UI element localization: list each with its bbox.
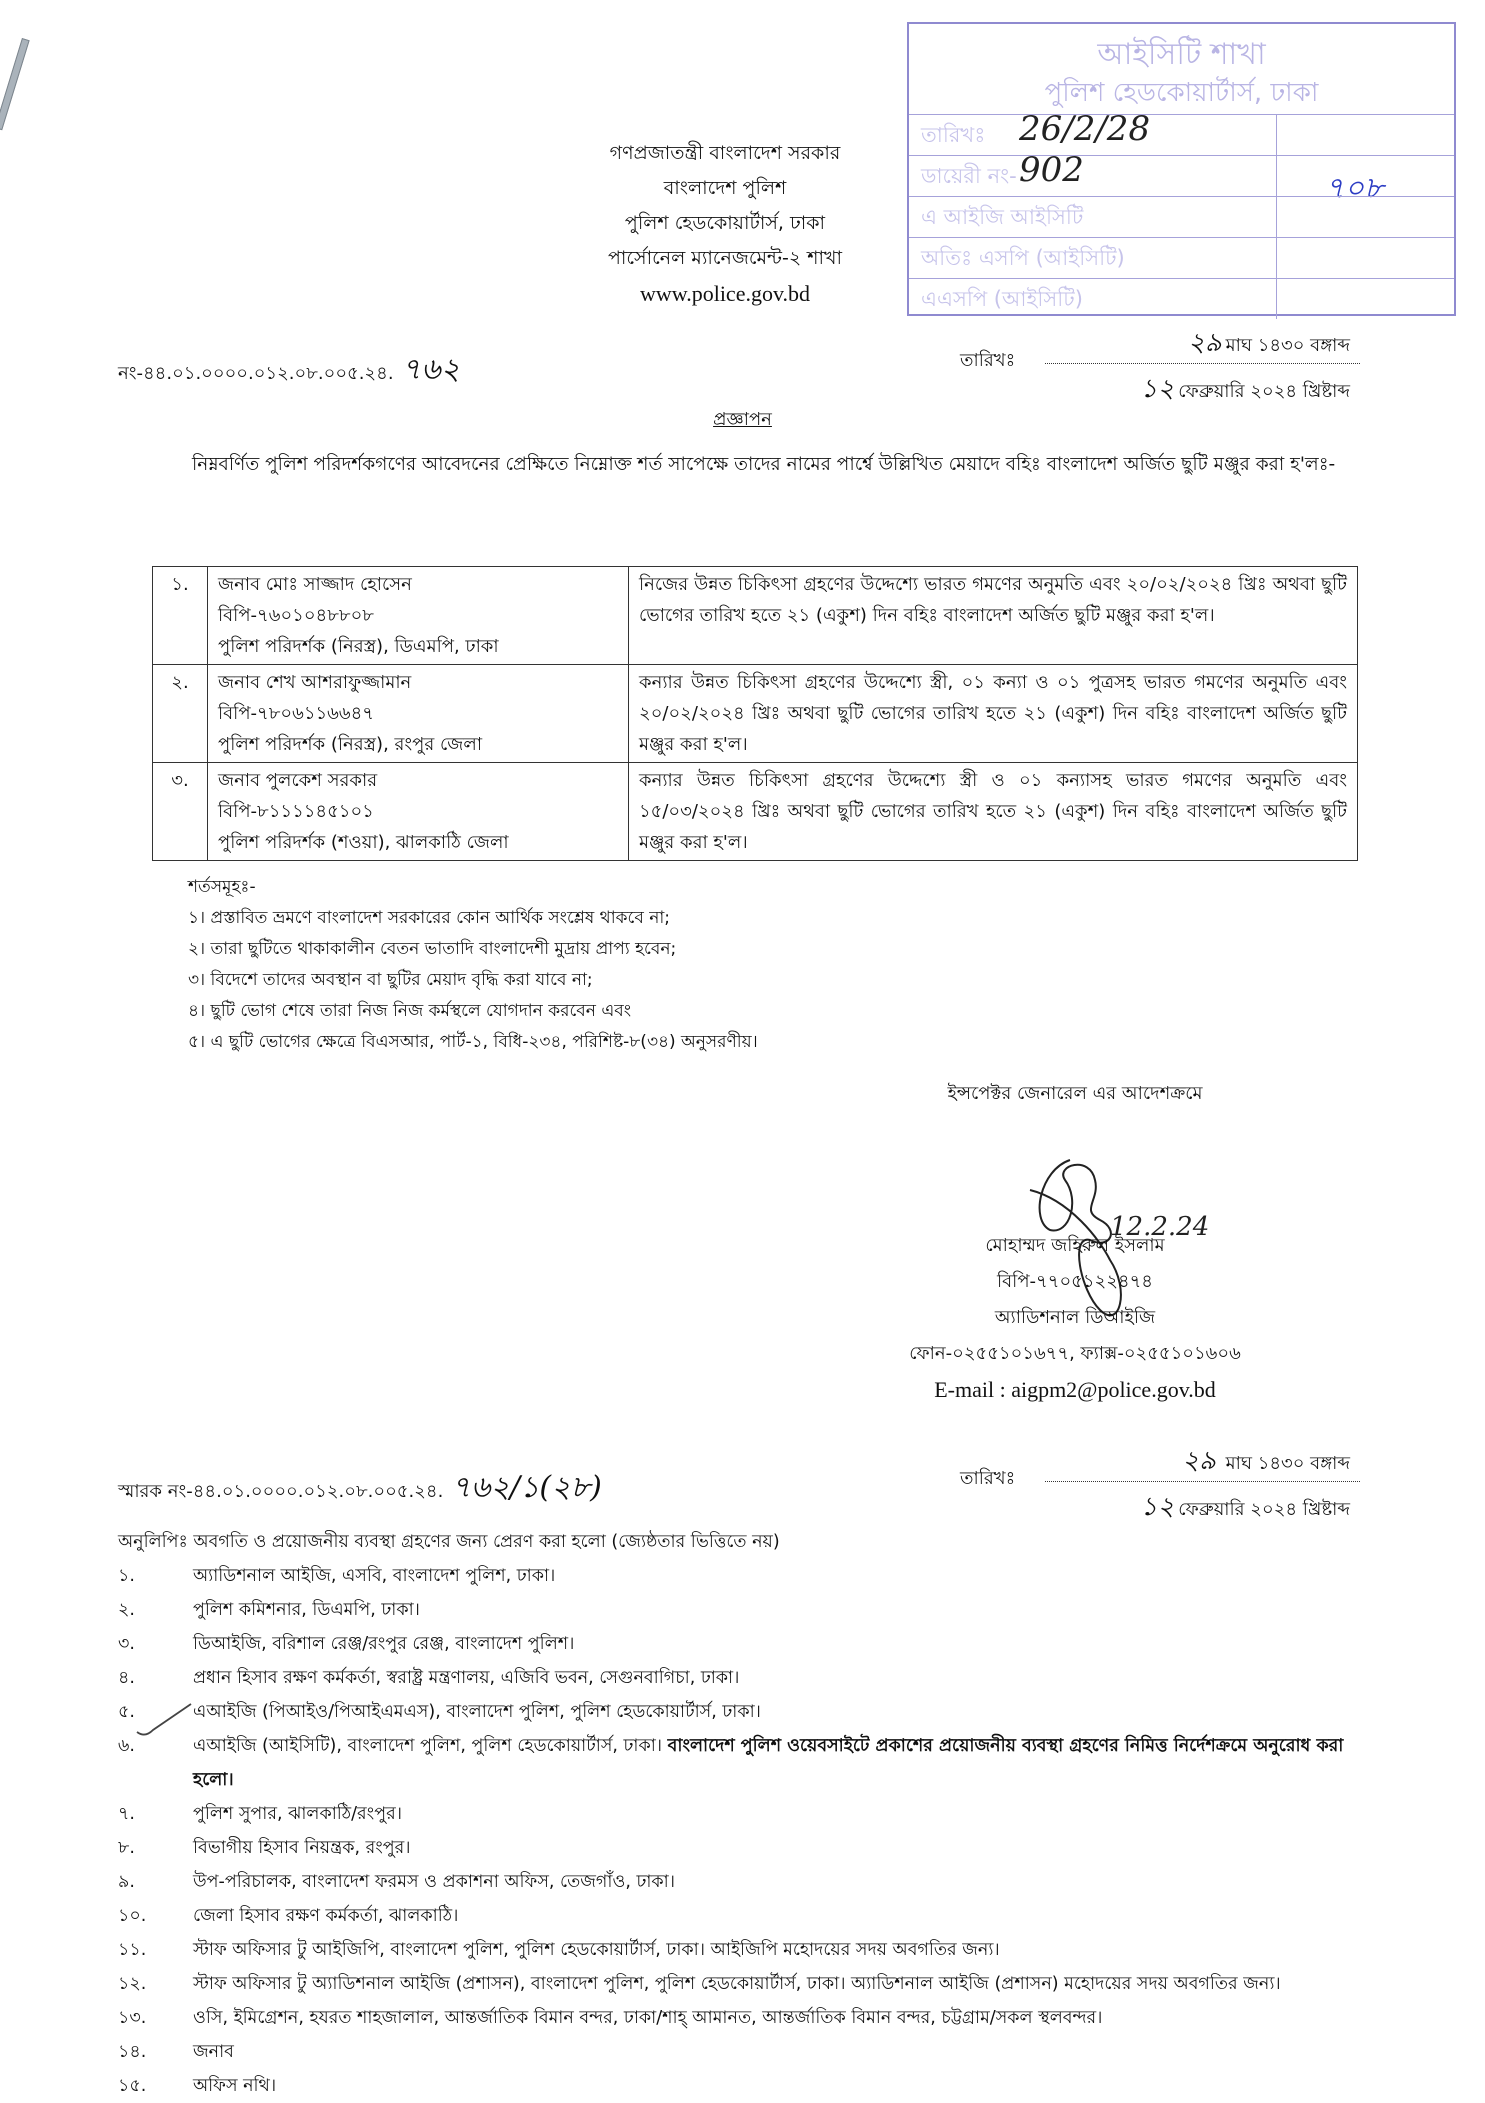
officer-name: জনাব মোঃ সাজ্জাদ হোসেন [218, 574, 412, 595]
header-government: গণপ্রজাতন্ত্রী বাংলাদেশ সরকার [609, 142, 841, 164]
copy-item [118, 1831, 1368, 1865]
officer-cell [208, 763, 629, 861]
letterhead [450, 136, 1000, 311]
condition-item: ৫। এ ছুটি ভোগের ক্ষেত্রে বিএসআর, পার্ট-১, বিধি-২৩৪, পরিশিষ্ট-৮(৩৪) অনুসরণীয়। [188, 1032, 758, 1052]
header-police: বাংলাদেশ পুলিশ [663, 177, 787, 199]
date-bangla: মাঘ ১৪৩০ বঙ্গাব্দ [1225, 335, 1350, 356]
officer-designation: পুলিশ পরিদর্শক (নিরস্ত্র), ডিএমপি, ঢাকা [218, 636, 499, 657]
copy-item-body: প্রধান হিসাব রক্ষণ কর্মকর্তা, স্বরাষ্ট্র মন্ত্রণালয়, এজিবি ভবন, সেগুনবাগিচা, ঢাকা। [193, 1668, 740, 1688]
copy-item-body: ডিআইজি, বরিশাল রেঞ্জ/রংপুর রেঞ্জ, বাংলাদেশ পুলিশ। [193, 1634, 575, 1654]
stamp-label: এএসপি (আইসিটি) [909, 279, 1277, 319]
header-branch: পার্সোনেল ম্যানেজমেন্ট-২ শাখা [608, 247, 842, 269]
copy-item [118, 1967, 1368, 2001]
condition-item: ১। প্রস্তাবিত ভ্রমণে বাংলাদেশ সরকারের কোন আর্থিক সংশ্লেষ থাকবে না; [188, 908, 671, 928]
stamp-label: এ আইজি আইসিটি [909, 197, 1277, 237]
copy-list [118, 1525, 1368, 2103]
copy-heading: অনুলিপিঃ অবগতি ও প্রয়োজনীয় ব্যবস্থা গ্রহণের জন্য প্রেরণ করা হলো (জ্যেষ্ঠতার ভিত্তিতে নয়) [118, 1532, 780, 1552]
staple-mark [0, 38, 30, 130]
stamp-title: আইসিটি শাখা [1097, 37, 1266, 72]
copy-item-body: জনাব [193, 2042, 234, 2062]
copy-item-number: ২. [118, 1600, 135, 1620]
leave-description: নিজের উন্নত চিকিৎসা গ্রহণের উদ্দেশ্যে ভারত গমণের অনুমতি এবং ২০/০২/২০২৪ খ্রিঃ অথবা ছুটি ভোগের তারিখ হতে ২১ (একুশ) দিন বহিঃ বাংলাদেশ অর্জিত ছুটি মঞ্জুর করা হ'ল। [629, 567, 1358, 665]
stamp-handwritten-diary: 902 [1019, 150, 1084, 190]
officer-cell [208, 665, 629, 763]
copy-item-number: ১১. [118, 1940, 147, 1960]
table-row [153, 665, 1358, 763]
copy-item-body: এআইজি (আইসিটি), বাংলাদেশ পুলিশ, পুলিশ হেডকোয়ার্টার্স, ঢাকা। [193, 1736, 668, 1756]
stamp-handwritten-date: 26/2/28 [1019, 109, 1151, 149]
copy-item-body: বিভাগীয় হিসাব নিয়ন্ত্রক, রংপুর। [193, 1838, 411, 1858]
intro-paragraph: নিম্নবর্ণিত পুলিশ পরিদর্শকগণের আবেদনের প্রেক্ষিতে নিম্নোক্ত শর্ত সাপেক্ষে তাদের নামের পার্শ্বে উল্লিখিত মেয়াদে বহিঃ বাংলাদেশ অর্জিত ছুটি মঞ্জুর করা হ'লঃ- [192, 454, 1336, 475]
condition-item: ৪। ছুটি ভোগ শেষে তারা নিজ নিজ কর্মস্থলে যোগদান করবেন এবং [188, 1001, 632, 1021]
officer-bp: বিপি-৭৮০৬১১৬৬৪৭ [218, 703, 374, 724]
signatory-email[interactable]: E-mail : aigpm2@police.gov.bd [934, 1377, 1216, 1402]
copy-item-text [193, 1729, 1368, 1797]
copy-item-number: ৫. [118, 1702, 135, 1722]
copy-item-text [193, 1933, 1368, 1967]
copy-item [118, 1661, 1368, 1695]
memo-english: ফেব্রুয়ারি ২০২৪ খ্রিষ্টাব্দ [1178, 1499, 1350, 1520]
date-english: ফেব্রুয়ারি ২০২৪ খ্রিষ্টাব্দ [1178, 381, 1350, 402]
copy-item [118, 1899, 1368, 1933]
officer-designation: পুলিশ পরিদর্শক (শওয়া), ঝালকাঠি জেলা [218, 832, 509, 853]
document-title [0, 405, 1485, 436]
signatory-phone-fax: ফোন-০২৫৫১০১৬৭৭, ফ্যাক্স-০২৫৫১০১৬০৬ [909, 1343, 1241, 1364]
copy-item [118, 1933, 1368, 1967]
copy-item-number: ১৩. [118, 2008, 147, 2028]
stamp-label: অতিঃ এসপি (আইসিটি) [909, 238, 1277, 278]
stamp-label: তারিখঃ [921, 123, 986, 147]
title-text: প্রজ্ঞাপন [713, 409, 772, 430]
leave-description: কন্যার উন্নত চিকিৎসা গ্রহণের উদ্দেশ্যে স্ত্রী ও ০১ কন্যাসহ ভারত গমণের অনুমতি এবং ১৫/০৩/২০২৪ খ্রিঃ অথবা ছুটি ভোগের তারিখ হতে ২১ (একুশ) দিন বহিঃ বাংলাদেশ অর্জিত ছুটি মঞ্জুর করা হ'ল। [629, 763, 1358, 861]
conditions [188, 872, 758, 1058]
copy-item-body: অফিস নথি। [193, 2076, 277, 2096]
copy-item [118, 1627, 1368, 1661]
date-english-day: ১২ [1140, 374, 1175, 404]
reference-text: নং-৪৪.০১.০০০০.০১২.০৮.০০৫.২৪. [118, 363, 394, 384]
officer-name: জনাব পুলকেশ সরকার [218, 770, 378, 791]
copy-item [118, 1729, 1368, 1797]
reference-number [118, 345, 460, 396]
copy-item [118, 1559, 1368, 1593]
copy-item-text [193, 1661, 1368, 1695]
signatory-name: মোহাম্মদ জহিরুল ইসলাম [985, 1235, 1165, 1256]
table-row [153, 763, 1358, 861]
copy-item [118, 1865, 1368, 1899]
copy-item-number: ৪. [118, 1668, 135, 1688]
copy-item-body: পুলিশ কমিশনার, ডিএমপি, ঢাকা। [193, 1600, 420, 1620]
signatory [850, 1228, 1300, 1408]
copy-item-text [193, 2035, 1368, 2069]
copy-item-text [193, 1865, 1368, 1899]
stamp-value [1277, 197, 1454, 237]
memo-date-label: তারিখঃ [960, 1468, 1016, 1489]
copy-item [118, 1695, 1368, 1729]
condition-item: ৩। বিদেশে তাদের অবস্থান বা ছুটির মেয়াদ বৃদ্ধি করা যাবে না; [188, 970, 593, 990]
copy-item [118, 2069, 1368, 2103]
copy-item-number: ৯. [118, 1872, 135, 1892]
date-block [960, 322, 1360, 404]
condition-item: ২। তারা ছুটিতে থাকাকালীন বেতন ভাতাদি বাংলাদেশী মুদ্রায় প্রাপ্য হবেন; [188, 939, 677, 959]
order-line: ইন্সপেক্টর জেনারেল এর আদেশক্রমে [947, 1083, 1203, 1104]
officer-bp: বিপি-৮১১১১৪৫১০১ [218, 801, 374, 822]
reference-handwritten: ৭৬২ [401, 352, 461, 387]
copy-item-number: ৬. [118, 1736, 135, 1756]
copy-item [118, 1797, 1368, 1831]
memo-date-block [960, 1440, 1360, 1522]
stamp-value [1277, 279, 1454, 319]
signatory-bp: বিপি-৭৭০৫১২২৪৭৪ [997, 1271, 1153, 1292]
copy-item-body: ওসি, ইমিগ্রেশন, হযরত শাহজালাল, আন্তর্জাতিক বিমান বন্দর, ঢাকা/শাহ্ আমানত, আন্তর্জাতিক বিমান বন্দর, চট্টগ্রাম/সকল স্থলবন্দর। [193, 2008, 1103, 2028]
copy-item-body: এআইজি (পিআইও/পিআইএমএস), বাংলাদেশ পুলিশ, পুলিশ হেডকোয়ার্টার্স, ঢাকা। [193, 1702, 761, 1722]
stamp-handwritten-value: ৭০৮ [1325, 171, 1384, 206]
memo-number [118, 1463, 602, 1514]
signatory-designation: অ্যাডিশনাল ডিআইজি [994, 1307, 1156, 1328]
officer-cell [208, 567, 629, 665]
copy-item [118, 1593, 1368, 1627]
copy-item-text [193, 1593, 1368, 1627]
serial-cell: ২. [153, 665, 208, 763]
copy-item-text [193, 1967, 1368, 2001]
copy-item-body: স্টাফ অফিসার টু আইজিপি, বাংলাদেশ পুলিশ, পুলিশ হেডকোয়ার্টার্স, ঢাকা। আইজিপি মহোদয়ের সদয় অবগতির জন্য। [193, 1940, 1000, 1960]
copy-item-text [193, 1627, 1368, 1661]
copy-item-number: ১৫. [118, 2076, 147, 2096]
copy-item-text [193, 2001, 1368, 2035]
copy-item-number: ৮. [118, 1838, 135, 1858]
copy-item-number: ৭. [118, 1804, 135, 1824]
officer-designation: পুলিশ পরিদর্শক (নিরস্ত্র), রংপুর জেলা [218, 734, 483, 755]
memo-handwritten: ৭৬২/১(২৮) [451, 1470, 602, 1505]
conditions-heading: শর্তসমূহঃ- [188, 877, 256, 897]
copy-item-body: পুলিশ সুপার, ঝালকাঠি/রংপুর। [193, 1804, 402, 1824]
copy-item-text [193, 1559, 1368, 1593]
officer-bp: বিপি-৭৬০১০৪৮৮০৮ [218, 605, 374, 626]
copy-item [118, 2035, 1368, 2069]
copy-item-text [193, 1899, 1368, 1933]
signature-date: 12.2.24 [1110, 1212, 1210, 1242]
serial-cell: ১. [153, 567, 208, 665]
copy-item-number: ১০. [118, 1906, 147, 1926]
copy-item-number: ১২. [118, 1974, 147, 1994]
copy-item-text [193, 1797, 1368, 1831]
leave-description: কন্যার উন্নত চিকিৎসা গ্রহণের উদ্দেশ্যে স্ত্রী, ০১ কন্যা ও ০১ পুত্রসহ ভারত গমণের অনুমতি এবং ২০/০২/২০২৪ খ্রিঃ অথবা ছুটি ভোগের তারিখ হতে ২১ (একুশ) দিন বহিঃ বাংলাদেশ অর্জিত ছুটি মঞ্জুর করা হ'ল। [629, 665, 1358, 763]
copy-item-text [193, 2069, 1368, 2103]
tick-mark [135, 1700, 195, 1740]
copy-item-text [193, 1695, 1368, 1729]
copy-item-number: ৩. [118, 1634, 135, 1654]
stamp-value [1277, 115, 1454, 155]
copy-item [118, 2001, 1368, 2035]
date-bangla-day: ২৯ [1187, 328, 1222, 358]
memo-bangla-day: ২৯ [1182, 1446, 1216, 1476]
header-url[interactable]: www.police.gov.bd [639, 281, 811, 306]
copy-item-number: ১. [118, 1566, 135, 1586]
memo-english-day: ১২ [1140, 1492, 1175, 1522]
memo-text: স্মারক নং-৪৪.০১.০০০০.০১২.০৮.০০৫.২৪. [118, 1481, 444, 1502]
copy-item-body: স্টাফ অফিসার টু অ্যাডিশনাল আইজি (প্রশাসন), বাংলাদেশ পুলিশ, পুলিশ হেডকোয়ার্টার্স, ঢাকা। অ্যাডিশনাল আইজি (প্রশাসন) মহোদয়ের সদয় অবগতির জন্য। [193, 1974, 1281, 1994]
copy-item-bold: বাংলাদেশ পুলিশ ওয়েবসাইটে প্রকাশের প্রয়োজনীয় ব্যবস্থা গ্রহণের নিমিত্ত নির্দেশক্রমে অনুরোধ করা হলো। [193, 1736, 1344, 1790]
table-row [153, 567, 1358, 665]
copy-item-body: জেলা হিসাব রক্ষণ কর্মকর্তা, ঝালকাঠি। [193, 1906, 459, 1926]
header-hq: পুলিশ হেডকোয়ার্টার্স, ঢাকা [624, 212, 826, 234]
stamp-value [1277, 238, 1454, 278]
memo-bangla: মাঘ ১৪৩০ বঙ্গাব্দ [1225, 1453, 1350, 1474]
copy-item-body: উপ-পরিচালক, বাংলাদেশ ফরমস ও প্রকাশনা অফিস, তেজগাঁও, ঢাকা। [193, 1872, 676, 1892]
date-label: তারিখঃ [960, 350, 1016, 371]
copy-item-number: ১৪. [118, 2042, 147, 2062]
stamp-label: ডায়েরী নং- [921, 164, 1017, 188]
leave-table [152, 566, 1358, 861]
copy-item-body: অ্যাডিশনাল আইজি, এসবি, বাংলাদেশ পুলিশ, ঢাকা। [193, 1566, 556, 1586]
officer-name: জনাব শেখ আশরাফুজ্জামান [218, 672, 412, 693]
serial-cell: ৩. [153, 763, 208, 861]
stamp-subtitle: পুলিশ হেডকোয়ার্টার্স, ঢাকা [1044, 78, 1319, 108]
copy-item-text [193, 1831, 1368, 1865]
